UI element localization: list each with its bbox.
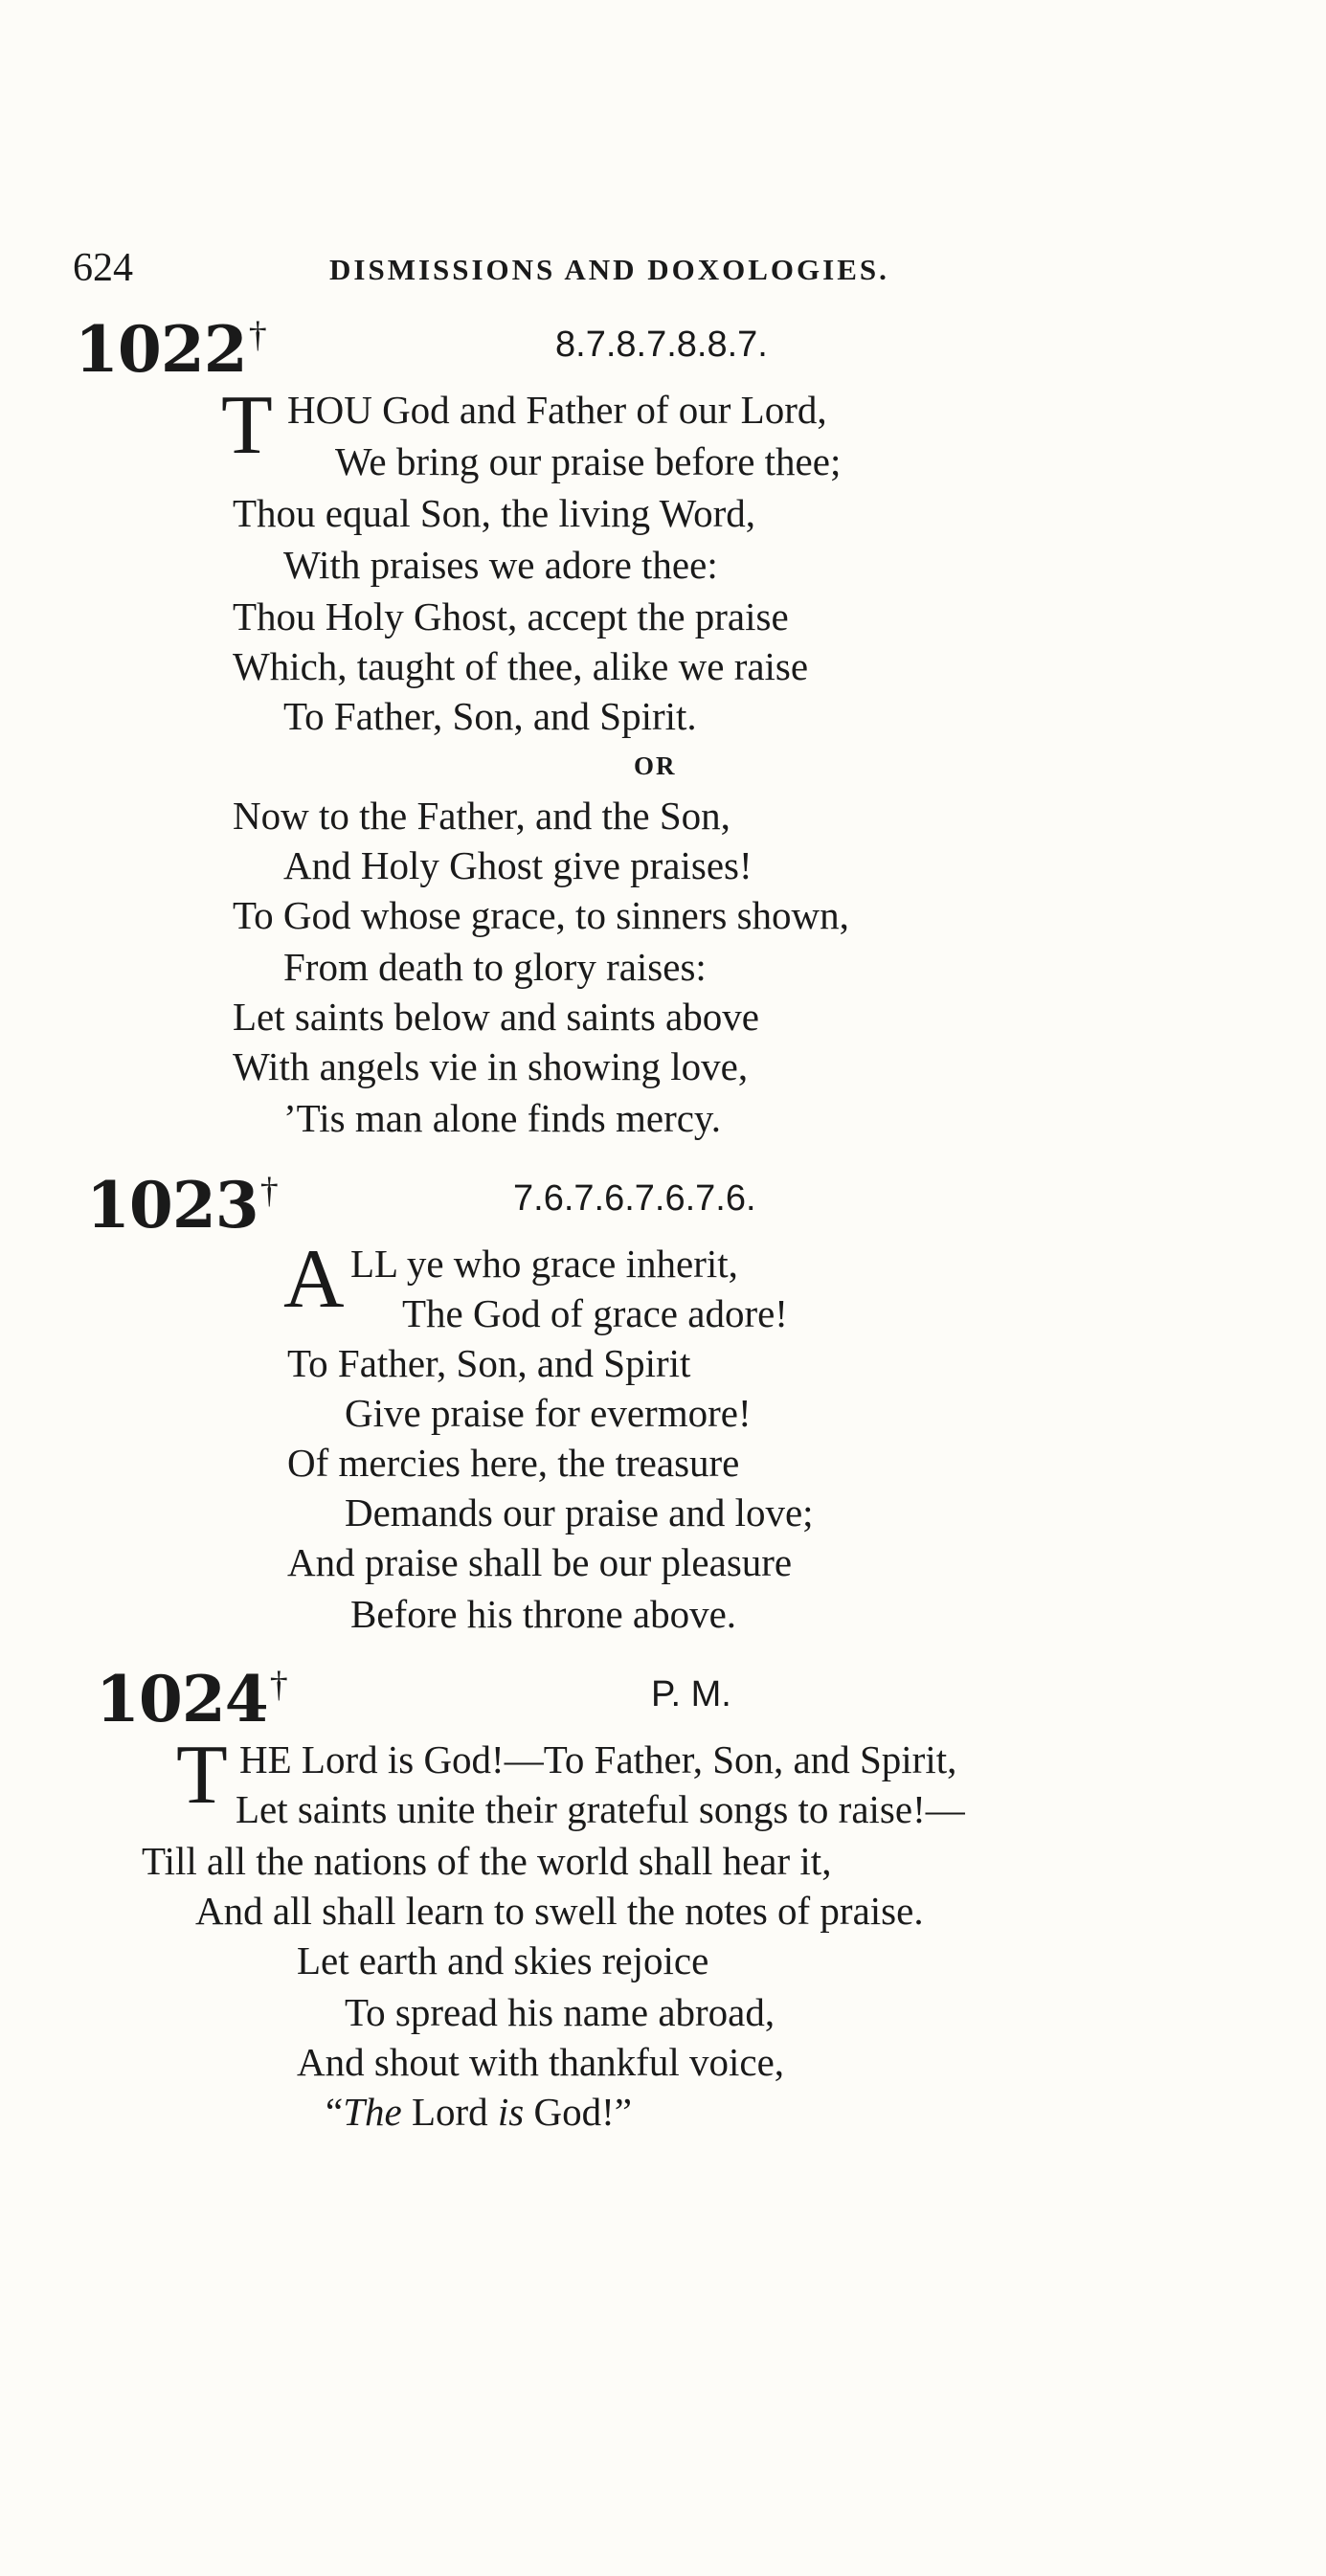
verse-line: Let earth and skies rejoice [297,1938,709,1982]
verse-line: To Father, Son, and Spirit. [283,694,697,738]
verse-line: And shout with thankful voice, [297,2040,785,2084]
drop-cap: T [176,1729,228,1822]
verse-line: Before his throne above. [350,1592,737,1636]
verse-line: With praises we adore thee: [283,543,718,587]
verse-line: Demands our praise and love; [345,1490,814,1534]
verse-line: Give praise for evermore! [345,1391,752,1435]
verse-line: Thou Holy Ghost, accept the praise [233,594,789,638]
verse-line: And all shall learn to swell the notes of praise. [195,1889,924,1933]
hymn-meter: P. M. [651,1674,731,1714]
hymn-number: 1024† [96,1662,287,1736]
page-number: 624 [73,246,133,290]
verse-line: HE Lord is God!—To Father, Son, and Spirit, [239,1737,957,1781]
verse-line: And praise shall be our pleasure [287,1540,793,1584]
verse-line: From death to glory raises: [283,945,707,989]
verse-line: Of mercies here, the treasure [287,1441,740,1485]
dagger-mark: † [259,1171,278,1211]
verse-line: HOU God and Father of our Lord, [287,388,827,432]
verse-line: LL ye who grace inherit, [350,1242,738,1286]
verse-line: Thou equal Son, the living Word, [233,491,755,535]
verse-line: Let saints below and saints above [233,995,759,1039]
verse-line: Now to the Father, and the Son, [233,794,730,838]
drop-cap: A [283,1233,345,1326]
verse-line: The God of grace adore! [402,1291,788,1335]
verse-line: Let saints unite their grateful songs to raise!— [236,1787,965,1831]
verse-line: Till all the nations of the world shall hear it, [142,1839,832,1883]
verse-line: ’Tis man alone finds mercy. [283,1096,722,1140]
hymn-number: 1022† [75,312,266,387]
verse-line: To spread his name abroad, [345,1990,775,2034]
drop-cap: T [221,379,273,472]
dagger-mark: † [269,1665,287,1705]
hymn-meter: 8.7.8.7.8.8.7. [555,325,768,365]
verse-line: We bring our praise before thee; [335,439,842,483]
hymn-meter: 7.6.7.6.7.6.7.6. [513,1178,756,1219]
running-head: DISMISSIONS AND DOXOLOGIES. [329,253,889,286]
verse-line: Which, taught of thee, alike we raise [233,644,809,688]
verse-line: To God whose grace, to sinners shown, [233,893,849,937]
hymn-number: 1023† [86,1168,278,1243]
verse-line: To Father, Son, and Spirit [287,1341,691,1385]
or-divider: OR [634,751,677,780]
verse-line: “The Lord is God!” [326,2090,632,2134]
verse-line: And Holy Ghost give praises! [283,843,753,887]
verse-line: With angels vie in showing love, [233,1044,749,1088]
dagger-mark: † [248,315,266,355]
